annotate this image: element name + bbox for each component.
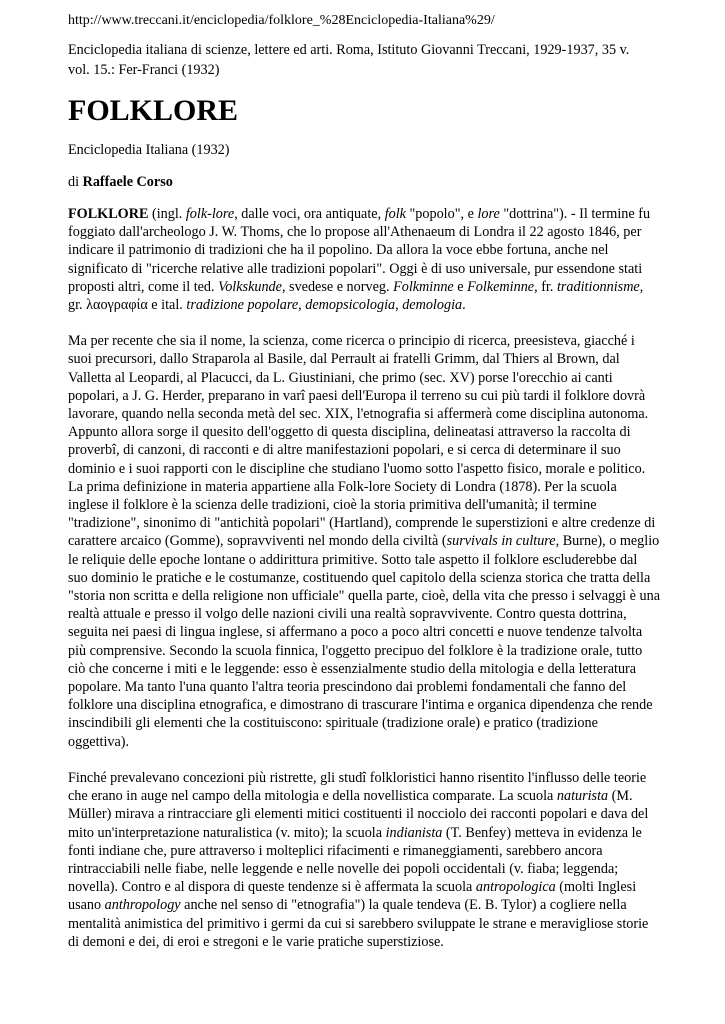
italic-term: naturista — [556, 788, 609, 805]
italic-term: Folkeminne — [467, 278, 535, 295]
text-run: "dottrina"). - Il termine fu foggiato dall'archeologo J. W. Thoms, che lo propose all'Athenaeum di Londra il 22 agosto 1846, per indicare il patrimonio di tradizioni che ha il popolino. Da allora la voce ebbe fortuna, anche nel significato di "ricerche relative alle tradizioni popolari". Oggi è di uso universale, pur essendone stati proposti altri, come il ted. — [68, 206, 651, 295]
italic-term: anthropology — [104, 897, 181, 914]
text-run: , dalle voci, ora antiquate, — [234, 206, 385, 222]
author-prefix: di — [68, 174, 83, 190]
paragraph-3 — [68, 769, 660, 951]
text-run: . — [462, 297, 466, 314]
source-url: http://www.treccani.it/enciclopedia/folklore_%28Enciclopedia-Italiana%29/ — [68, 13, 495, 28]
text-run: , svedese e norveg. — [281, 278, 394, 295]
italic-term: survivals in culture — [446, 533, 556, 550]
text-run: "popolo", e — [405, 206, 478, 222]
paragraph-2 — [68, 332, 660, 751]
italic-term: folk — [384, 206, 406, 222]
text-run: , fr. — [534, 278, 557, 295]
text-run: Ma per recente che sia il nome, la scienza, come ricerca o principio di ricerca, preesisteva, giacché i suoi precursori, dallo Straparola al Basile, dal Perrault ai fratelli Grimm, dal Thiers al Brown, dal Valletta al Leopardi, al Placucci, da L. Giustiniani, che primo (sec. XV) porse l'orecchio ai canti popolari, a J. G. Herder, preparano in varî paesi dell'Europa il terreno su cui più tardi il folklore dovrà lavorare, quando nella seconda metà del sec. XIX, l'etnografia si affermerà come disciplina autonoma. Appunto allora sorge il quesito dell'oggetto di questa disciplina, delineatasi attraverso la raccolta di proverbî, di canzoni, di racconti e di altre manifestazioni popolari, e si cerca di determinare il suo dominio e i suoi rapporti con le discipline che studiano l'uomo sotto l'aspetto fisico, morale e politico. La prima definizione in materia appartiene alla Folk-lore Society di Londra (1878). Per la scuola inglese il folklore è la scienza delle tradizioni, cioè la storia primitiva dell'umanità; il termine "tradizione", sinonimo di "antichità popolari" (Hartland), comprende le superstizioni e altre credenze di carattere arcaico (Gomme), sopravviventi nel mondo della civiltà ( — [68, 333, 656, 550]
text-run: (M. Müller) mirava a rintracciare gli elementi mitici costituenti il nocciolo dei racconti popolari e dava del mito un'interpretazione naturalistica (v. mito); la scuola — [68, 788, 649, 841]
paragraph-1 — [68, 205, 660, 314]
article-subtitle: Enciclopedia Italiana (1932) — [68, 142, 230, 158]
text-run: (ingl. — [148, 206, 186, 222]
italic-term: demopsicologia — [305, 297, 396, 314]
text-run: , — [395, 297, 403, 314]
text-run: (T. Benfey) metteva in evidenza le fonti indiane che, pure attraverso i molteplici rifacimenti e rimaneggiamenti, sarebbero ancora rintracciabili nelle fiabe, nelle leggende e nelle novelle dei popoli occidentali (v. fiaba; leggenda; novella). Contro e al dispora di queste tendenze si è affermata la scuola — [68, 824, 642, 896]
italic-term: demologia — [402, 297, 463, 314]
italic-term: folk-lore — [185, 206, 235, 222]
article-author — [68, 173, 660, 191]
italic-term: lore — [477, 206, 500, 222]
source-citation — [68, 40, 660, 80]
italic-term: antropologica — [475, 879, 556, 896]
text-run: anche nel senso di "etnografia") la quale tendeva (E. B. Tylor) a cogliere nella mentalità animistica del primitivo i germi da cui si sarebbero sviluppate le strane e meravigliose storie di demoni e dei, di eroi e stregoni e le varie pratiche superstiziose. — [68, 897, 649, 950]
italic-term: Volkskunde — [218, 278, 282, 295]
text-run: e — [453, 278, 468, 295]
text-run: , gr. λαογραφία e ital. — [68, 278, 644, 314]
source-citation-line-2: vol. 15.: Fer-Franci (1932) — [68, 62, 220, 78]
term-headword: FOLKLORE — [68, 206, 149, 222]
author-name: Raffaele Corso — [82, 174, 173, 190]
italic-term: indianista — [385, 824, 443, 841]
page-title: FOLKLORE — [68, 94, 239, 127]
text-run: (molti Inglesi usano — [68, 879, 637, 914]
source-citation-line-1: Enciclopedia italiana di scienze, lettere ed arti. Roma, Istituto Giovanni Treccani, 1929-1937, 35 v. — [68, 42, 630, 58]
text-run: Finché prevalevano concezioni più ristrette, gli studî folkloristici hanno risentito l'influsso delle teorie che erano in auge nel campo della mitologia e della novellistica comparate. La scuola — [68, 769, 647, 805]
italic-term: traditionnisme — [556, 278, 640, 295]
text-run: , Burne), o meglio le reliquie delle epoche lontane o addirittura primitive. Sotto tale aspetto il folklore escluderebbe dal suo dominio le pratiche e le costumanze, costituendo quel capitolo della scienza storica che tratta della "storia non scritta e della religione non ufficiale" quella parte, cioè, della vita che presso i selvaggi è una realtà attuale e presso il volgo delle nazioni civili una realtà sopravvivente. Contro questa dottrina, seguita nei paesi di lingua inglese, si affermano a poco a poco altri concetti e nuove tendenze talvolta più comprensive. Secondo la scuola finnica, l'oggetto precipuo del folklore è la tradizione orale, tutto ciò che concerne i miti e le leggende: esso è essenzialmente studio della mitologia e della letteratura popolare. Ma tanto l'una quanto l'altra teoria prescindono dai problemi fondamentali che fanno del folklore una disciplina etnografica, e dimostrano di trascurare l'intima e organica dipendenza che rende inscindibili gli elementi che la costituiscono: spirituale (tradizione orale) e pratico (tradizione oggettiva). — [68, 533, 661, 750]
text-run: , — [298, 297, 306, 314]
italic-term: tradizione popolare — [186, 297, 299, 314]
document-page — [68, 12, 660, 951]
italic-term: Folkminne — [393, 278, 454, 295]
